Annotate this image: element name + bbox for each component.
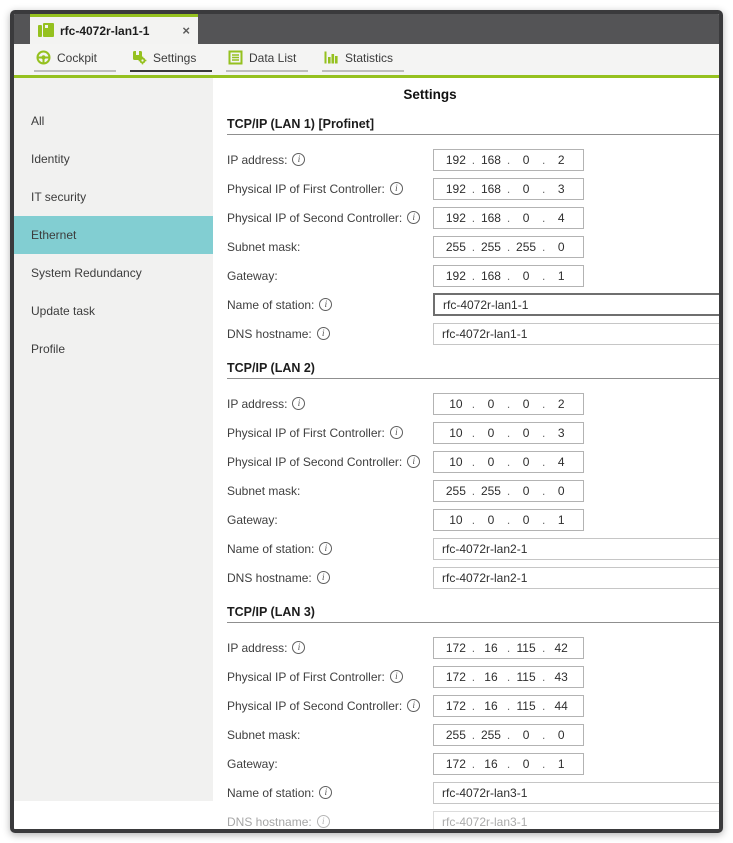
field-label xyxy=(227,786,433,800)
octet-separator: . xyxy=(506,152,511,167)
octet: 0 xyxy=(487,396,495,411)
dns-hostname-input[interactable]: rfc-4072r-lan1-1 xyxy=(433,323,719,345)
octet-separator: . xyxy=(541,512,546,527)
octet: 255 xyxy=(480,727,501,742)
octet: 10 xyxy=(449,512,463,527)
subnet-mask-input[interactable] xyxy=(433,724,584,746)
octet: 168 xyxy=(480,210,501,225)
octet-separator: . xyxy=(506,425,511,440)
field-label-text: IP address: xyxy=(227,396,288,411)
octet: 192 xyxy=(445,152,466,167)
gateway-input[interactable] xyxy=(433,265,584,287)
octet: 1 xyxy=(557,512,565,527)
field-label xyxy=(227,641,433,655)
octet-separator: . xyxy=(541,210,546,225)
octet-separator: . xyxy=(506,239,511,254)
document-tab-title: rfc-4072r-lan1-1 xyxy=(60,23,150,38)
octet: 16 xyxy=(484,640,498,655)
sidebar-item-system-redundancy[interactable]: System Redundancy xyxy=(31,266,142,280)
field-label xyxy=(227,670,433,684)
octet-separator: . xyxy=(541,425,546,440)
octet-separator: . xyxy=(541,181,546,196)
octet-separator: . xyxy=(541,268,546,283)
field-label-text: Physical IP of First Controller: xyxy=(227,425,385,440)
info-icon[interactable]: i xyxy=(390,426,403,439)
field-label-text: Subnet mask: xyxy=(227,727,301,742)
section-title: TCP/IP (LAN 3) xyxy=(227,605,719,623)
view-tab-bar xyxy=(14,44,719,75)
sidebar-item-it-security[interactable]: IT security xyxy=(31,190,87,204)
info-icon[interactable]: i xyxy=(292,153,305,166)
field-label xyxy=(227,728,433,742)
name-of-station-input[interactable]: rfc-4072r-lan3-1 xyxy=(433,782,719,804)
field-label-text: DNS hostname: xyxy=(227,570,312,585)
octet: 255 xyxy=(445,483,466,498)
tab-label: Cockpit xyxy=(57,50,98,65)
tab-data-list[interactable] xyxy=(226,46,308,72)
sidebar-item-all[interactable]: All xyxy=(31,114,45,128)
form-row xyxy=(227,720,719,749)
form-row xyxy=(227,319,719,348)
octet: 0 xyxy=(522,454,530,469)
field-label xyxy=(227,484,433,498)
octet: 115 xyxy=(516,640,536,655)
steering-wheel-icon xyxy=(36,50,51,65)
octet: 0 xyxy=(522,181,530,196)
octet-separator: . xyxy=(471,210,476,225)
settings-sidebar xyxy=(14,78,213,801)
field-label-text: Physical IP of Second Controller: xyxy=(227,454,403,469)
tab-label: Settings xyxy=(153,50,197,65)
plc-device-icon xyxy=(38,23,54,38)
physical-ip-second-input[interactable] xyxy=(433,695,584,717)
octet-separator: . xyxy=(471,152,476,167)
sidebar-item-profile[interactable]: Profile xyxy=(31,342,66,356)
octet: 0 xyxy=(522,396,530,411)
dns-hostname-input[interactable]: rfc-4072r-lan3-1 xyxy=(433,811,719,830)
octet: 44 xyxy=(554,698,568,713)
octet-separator: . xyxy=(541,669,546,684)
octet: 172 xyxy=(445,698,466,713)
octet: 0 xyxy=(522,425,530,440)
field-label xyxy=(227,240,433,254)
field-label xyxy=(227,757,433,771)
field-label-text: Gateway: xyxy=(227,756,278,771)
octet: 168 xyxy=(480,152,501,167)
info-icon[interactable]: i xyxy=(390,670,403,683)
octet: 0 xyxy=(522,512,530,527)
octet: 192 xyxy=(445,210,466,225)
octet-separator: . xyxy=(471,727,476,742)
octet: 2 xyxy=(557,396,565,411)
octet-separator: . xyxy=(506,512,511,527)
octet: 2 xyxy=(557,152,565,167)
octet: 255 xyxy=(445,239,466,254)
octet-separator: . xyxy=(506,396,511,411)
info-icon[interactable]: i xyxy=(407,211,420,224)
octet: 115 xyxy=(516,698,536,713)
field-label xyxy=(227,699,433,713)
octet-separator: . xyxy=(506,210,511,225)
octet-separator: . xyxy=(541,727,546,742)
field-label-text: Gateway: xyxy=(227,512,278,527)
tab-label: Data List xyxy=(249,50,297,65)
octet: 255 xyxy=(445,727,466,742)
octet-separator: . xyxy=(471,669,476,684)
list-icon xyxy=(228,50,243,65)
form-row xyxy=(227,232,719,261)
tool-gear-icon xyxy=(132,50,147,65)
octet: 172 xyxy=(445,669,466,684)
form-row xyxy=(227,290,719,319)
field-label xyxy=(227,542,433,556)
physical-ip-first-input[interactable] xyxy=(433,422,584,444)
octet: 255 xyxy=(516,239,537,254)
info-icon[interactable]: i xyxy=(317,571,330,584)
octet: 42 xyxy=(554,640,568,655)
section-title: TCP/IP (LAN 1) [Profinet] xyxy=(227,117,719,135)
form-row xyxy=(227,476,719,505)
octet: 3 xyxy=(557,181,565,196)
dns-hostname-input[interactable]: rfc-4072r-lan2-1 xyxy=(433,567,719,589)
form-row xyxy=(227,778,719,807)
field-label-text: Name of station: xyxy=(227,785,315,800)
physical-ip-second-input[interactable] xyxy=(433,451,584,473)
field-label-text: IP address: xyxy=(227,640,288,655)
form-row xyxy=(227,534,719,563)
octet-separator: . xyxy=(471,756,476,771)
gateway-input[interactable] xyxy=(433,509,584,531)
octet: 43 xyxy=(554,669,568,684)
form-row xyxy=(227,505,719,534)
form-row xyxy=(227,807,719,829)
field-label xyxy=(227,298,433,312)
sidebar-item-identity[interactable]: Identity xyxy=(31,152,70,166)
field-label xyxy=(227,327,433,341)
octet: 0 xyxy=(487,512,495,527)
field-label-text: Name of station: xyxy=(227,541,315,556)
gateway-input[interactable] xyxy=(433,753,584,775)
octet: 172 xyxy=(445,640,466,655)
physical-ip-second-input[interactable] xyxy=(433,207,584,229)
form-row xyxy=(227,203,719,232)
close-icon[interactable]: × xyxy=(182,23,190,38)
document-tab[interactable] xyxy=(30,14,198,44)
field-label xyxy=(227,571,433,585)
field-label xyxy=(227,513,433,527)
octet: 1 xyxy=(557,756,565,771)
sidebar-item-update-task[interactable]: Update task xyxy=(31,304,96,318)
content-area xyxy=(14,78,719,829)
field-label-text: Name of station: xyxy=(227,297,315,312)
octet: 10 xyxy=(449,425,463,440)
octet: 16 xyxy=(484,756,498,771)
octet: 0 xyxy=(487,454,495,469)
info-icon[interactable]: i xyxy=(292,641,305,654)
tab-cockpit[interactable] xyxy=(34,46,116,72)
field-label-text: Physical IP of First Controller: xyxy=(227,669,385,684)
field-label xyxy=(227,153,433,167)
field-label xyxy=(227,455,433,469)
octet: 0 xyxy=(522,268,530,283)
info-icon[interactable]: i xyxy=(390,182,403,195)
info-icon[interactable]: i xyxy=(407,699,420,712)
name-of-station-input[interactable]: rfc-4072r-lan2-1 xyxy=(433,538,719,560)
tab-label: Statistics xyxy=(345,50,394,65)
octet-separator: . xyxy=(506,727,511,742)
page-title: Settings xyxy=(403,87,457,102)
octet-separator: . xyxy=(471,698,476,713)
octet-separator: . xyxy=(506,268,511,283)
form-row xyxy=(227,633,719,662)
field-label-text: Gateway: xyxy=(227,268,278,283)
octet: 0 xyxy=(522,727,530,742)
ip-address-input[interactable] xyxy=(433,637,584,659)
octet: 16 xyxy=(484,698,498,713)
octet-separator: . xyxy=(541,483,546,498)
form-row xyxy=(227,389,719,418)
octet: 192 xyxy=(445,268,466,283)
ip-address-input[interactable] xyxy=(433,149,584,171)
octet-separator: . xyxy=(541,152,546,167)
settings-form xyxy=(227,117,719,829)
octet: 16 xyxy=(484,669,498,684)
field-label-text: DNS hostname: xyxy=(227,326,312,341)
form-row xyxy=(227,261,719,290)
octet: 0 xyxy=(557,483,565,498)
tab-statistics[interactable] xyxy=(322,46,404,72)
form-row xyxy=(227,418,719,447)
form-row xyxy=(227,749,719,778)
octet: 172 xyxy=(445,756,466,771)
section-title: TCP/IP (LAN 2) xyxy=(227,361,719,379)
octet-separator: . xyxy=(541,454,546,469)
field-label xyxy=(227,815,433,829)
octet-separator: . xyxy=(506,640,511,655)
octet-separator: . xyxy=(471,640,476,655)
octet-separator: . xyxy=(471,181,476,196)
octet: 0 xyxy=(522,756,530,771)
octet: 10 xyxy=(449,454,463,469)
octet: 10 xyxy=(449,396,463,411)
field-label xyxy=(227,397,433,411)
octet: 115 xyxy=(516,669,536,684)
octet-separator: . xyxy=(471,454,476,469)
device-window xyxy=(10,10,723,833)
octet-separator: . xyxy=(471,512,476,527)
form-row xyxy=(227,691,719,720)
octet: 0 xyxy=(557,239,565,254)
tab-settings[interactable] xyxy=(130,46,212,72)
info-icon[interactable]: i xyxy=(292,397,305,410)
octet: 168 xyxy=(480,181,501,196)
octet-separator: . xyxy=(506,756,511,771)
octet-separator: . xyxy=(541,239,546,254)
octet-separator: . xyxy=(506,698,511,713)
form-row xyxy=(227,447,719,476)
octet-separator: . xyxy=(471,483,476,498)
octet: 168 xyxy=(480,268,501,283)
field-label-text: Physical IP of Second Controller: xyxy=(227,698,403,713)
octet-separator: . xyxy=(541,756,546,771)
info-icon[interactable]: i xyxy=(319,786,332,799)
field-label-text: Physical IP of Second Controller: xyxy=(227,210,403,225)
ip-address-input[interactable] xyxy=(433,393,584,415)
octet: 192 xyxy=(445,181,466,196)
field-label xyxy=(227,182,433,196)
field-label-text: IP address: xyxy=(227,152,288,167)
form-row xyxy=(227,174,719,203)
field-label-text: Subnet mask: xyxy=(227,239,301,254)
field-label-text: Subnet mask: xyxy=(227,483,301,498)
physical-ip-first-input[interactable] xyxy=(433,178,584,200)
octet: 0 xyxy=(487,425,495,440)
document-tab-bar xyxy=(14,14,719,44)
octet-separator: . xyxy=(506,181,511,196)
bar-chart-icon xyxy=(324,50,339,65)
octet: 0 xyxy=(522,152,530,167)
info-icon[interactable]: i xyxy=(319,542,332,555)
info-icon[interactable]: i xyxy=(317,815,330,828)
octet-separator: . xyxy=(506,454,511,469)
field-label xyxy=(227,426,433,440)
octet-separator: . xyxy=(506,669,511,684)
octet-separator: . xyxy=(541,640,546,655)
octet: 4 xyxy=(557,454,565,469)
octet-separator: . xyxy=(471,239,476,254)
form-row xyxy=(227,662,719,691)
octet: 0 xyxy=(522,483,530,498)
octet-separator: . xyxy=(541,698,546,713)
octet: 4 xyxy=(557,210,565,225)
physical-ip-first-input[interactable] xyxy=(433,666,584,688)
octet: 3 xyxy=(557,425,565,440)
octet: 0 xyxy=(522,210,530,225)
info-icon[interactable]: i xyxy=(407,455,420,468)
info-icon[interactable]: i xyxy=(319,298,332,311)
form-row xyxy=(227,145,719,174)
octet: 1 xyxy=(557,268,565,283)
octet: 255 xyxy=(480,239,501,254)
subnet-mask-input[interactable] xyxy=(433,236,584,258)
field-label-text: Physical IP of First Controller: xyxy=(227,181,385,196)
octet-separator: . xyxy=(541,396,546,411)
info-icon[interactable]: i xyxy=(317,327,330,340)
octet-separator: . xyxy=(506,483,511,498)
sidebar-item-ethernet[interactable]: Ethernet xyxy=(14,216,213,254)
settings-panel xyxy=(213,78,719,829)
field-label-text: DNS hostname: xyxy=(227,814,312,829)
field-label xyxy=(227,211,433,225)
octet: 0 xyxy=(557,727,565,742)
octet-separator: . xyxy=(471,396,476,411)
name-of-station-input[interactable]: rfc-4072r-lan1-1 xyxy=(433,293,719,316)
form-row xyxy=(227,563,719,592)
octet: 255 xyxy=(480,483,501,498)
subnet-mask-input[interactable] xyxy=(433,480,584,502)
octet-separator: . xyxy=(471,268,476,283)
octet-separator: . xyxy=(471,425,476,440)
field-label xyxy=(227,269,433,283)
